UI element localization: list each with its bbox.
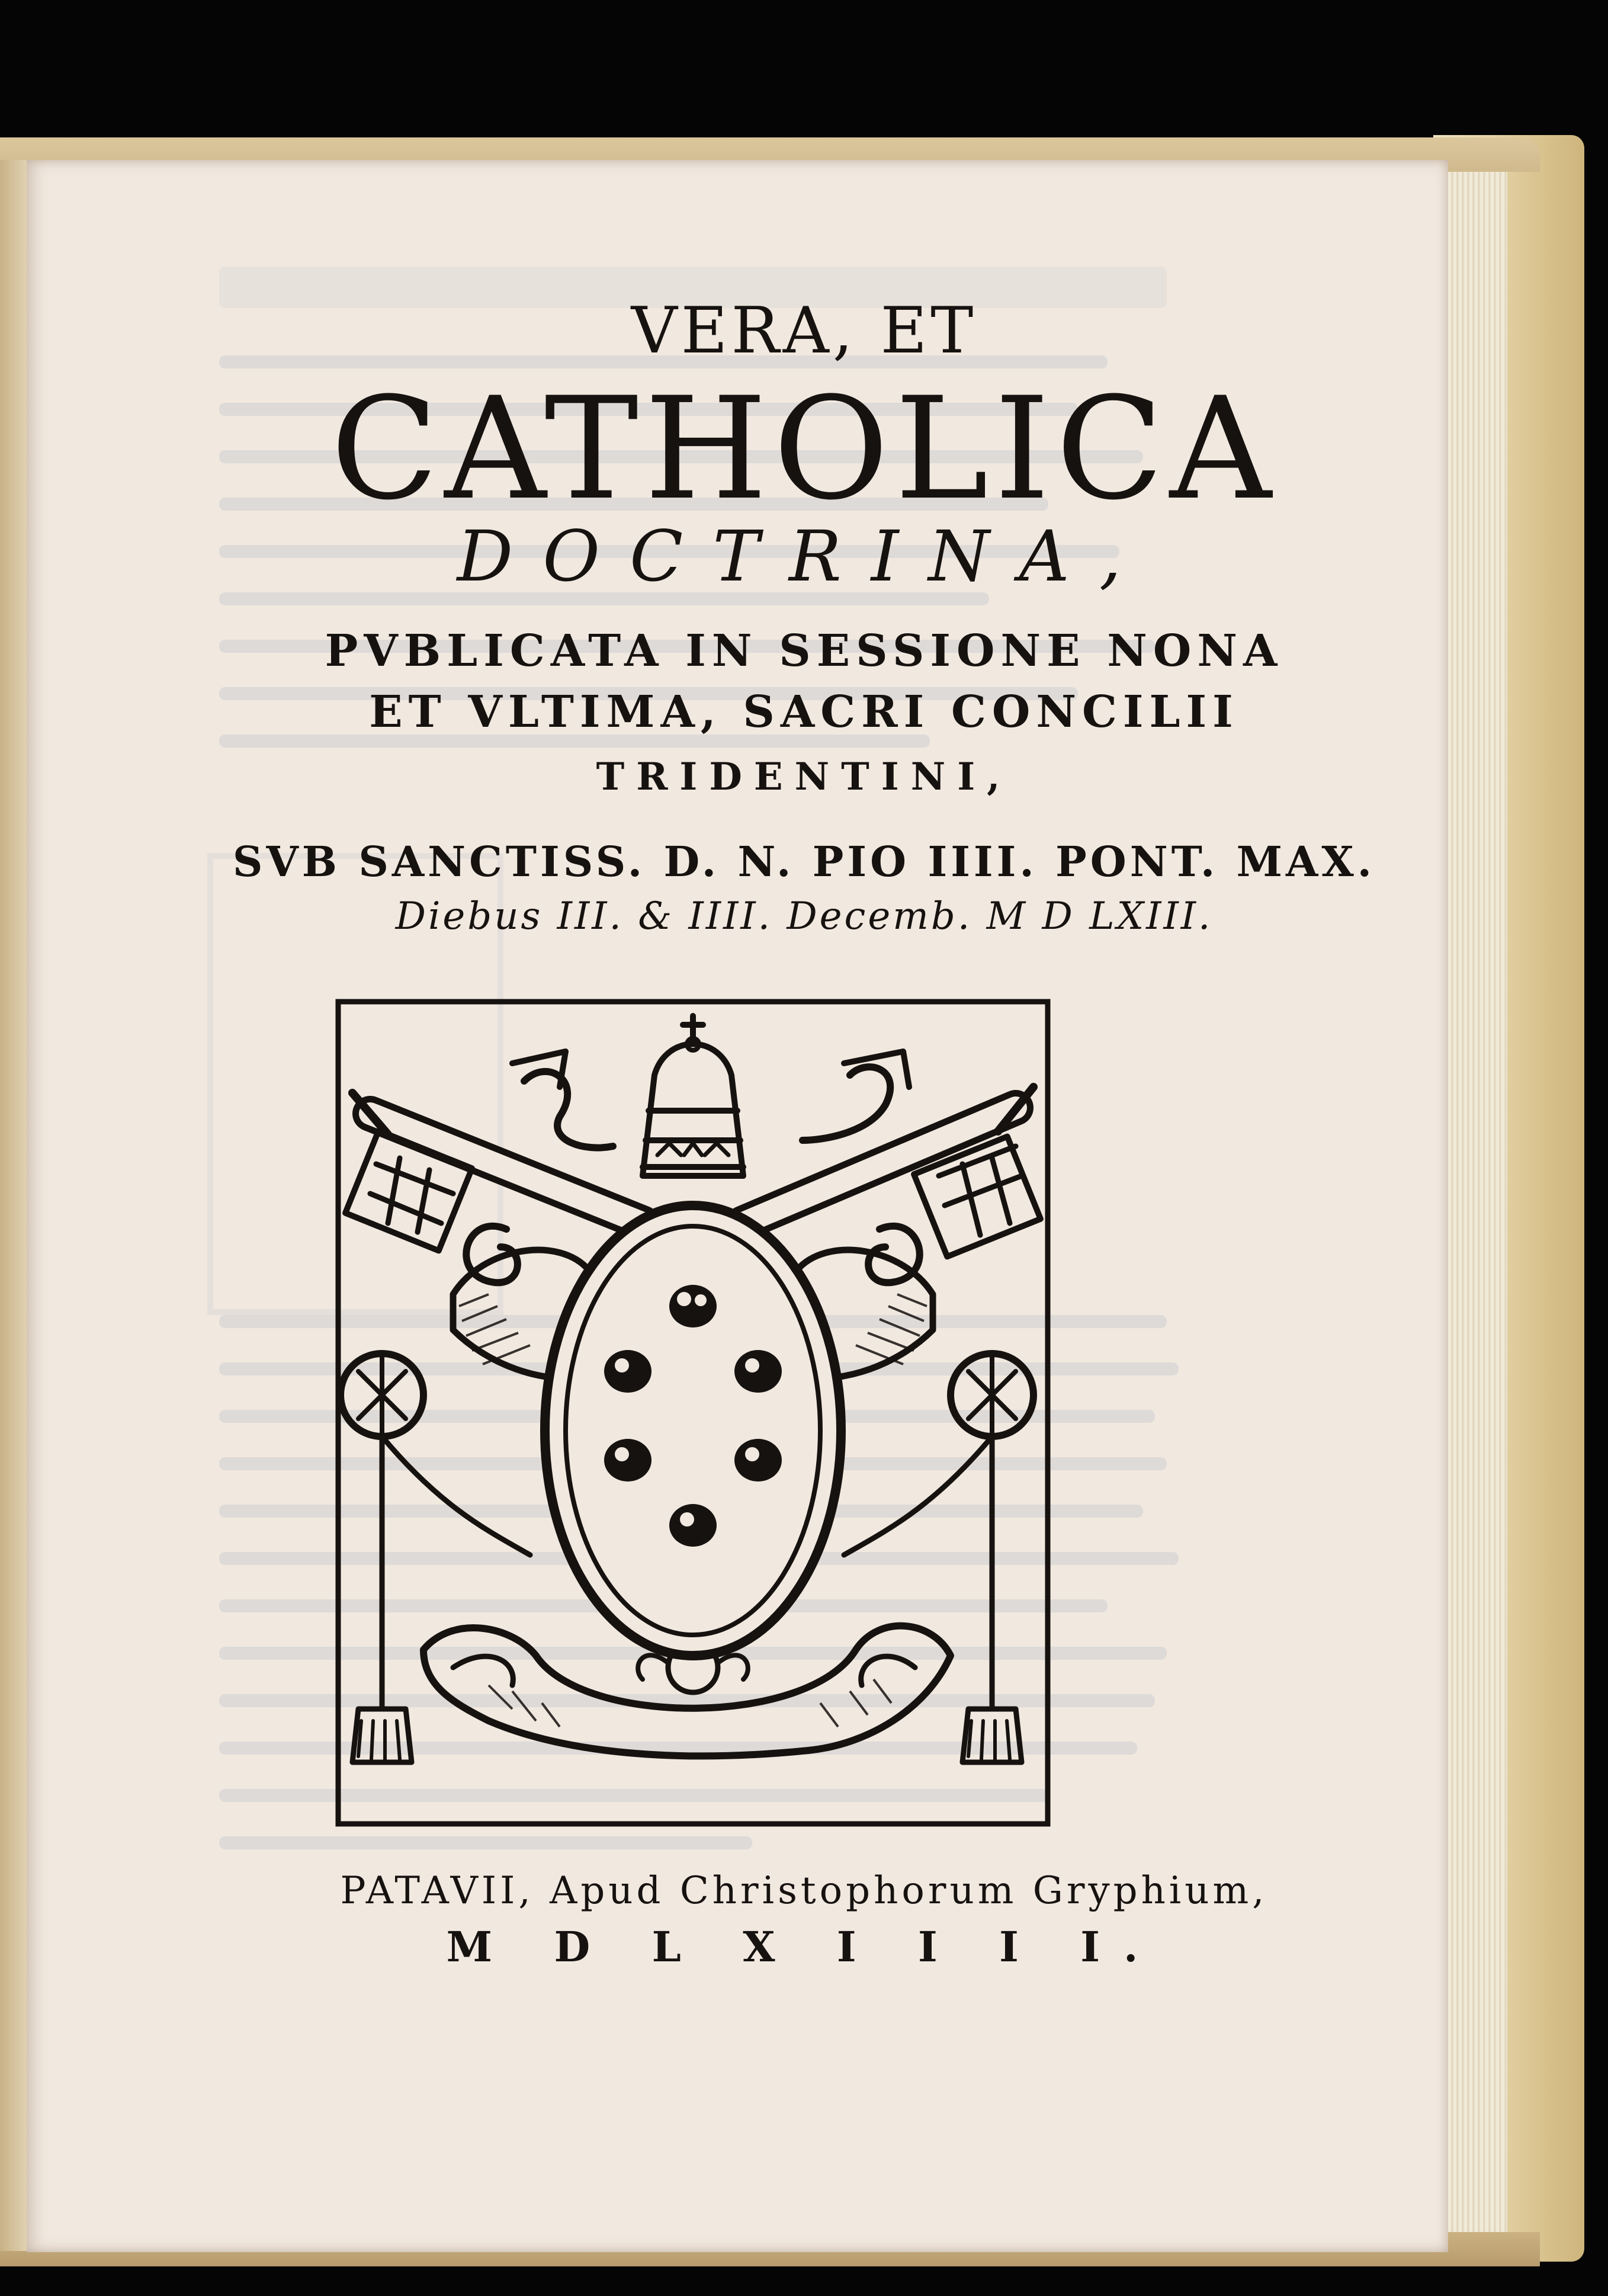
imprint-year: M D L X I I I I. <box>446 1922 1162 1971</box>
title-line-vera-et: VERA, ET <box>631 294 977 368</box>
ball-mid-right-icon <box>734 1350 782 1393</box>
ball-top-icon <box>669 1285 717 1327</box>
ball-low-left-icon <box>604 1439 651 1482</box>
subtitle-line-et-ultima: ET VLTIMA, SACRI CONCILII <box>369 687 1239 737</box>
title-line-doctrina: DOCTRINA, <box>457 515 1151 597</box>
papal-arms-woodcut <box>335 998 1051 1827</box>
ball-low-right-icon <box>734 1439 782 1482</box>
title-line-catholica: CATHOLICA <box>330 367 1278 531</box>
subtitle-line-tridentini: TRIDENTINI, <box>596 755 1012 799</box>
papal-tiara-icon <box>643 1016 743 1176</box>
pontificate-line: SVB SANCTISS. D. N. PIO IIII. PONT. MAX. <box>232 837 1376 886</box>
imprint-line: PATAVII, Apud Christophorum Gryphium, <box>340 1869 1268 1913</box>
ball-mid-left-icon <box>604 1350 651 1393</box>
ball-bottom-icon <box>669 1504 717 1547</box>
date-line: Diebus III. & IIII. Decemb. M D LXIII. <box>395 894 1213 938</box>
subtitle-line-publicata: PVBLICATA IN SESSIONE NONA <box>325 626 1283 676</box>
key-right-icon <box>743 1087 1041 1256</box>
